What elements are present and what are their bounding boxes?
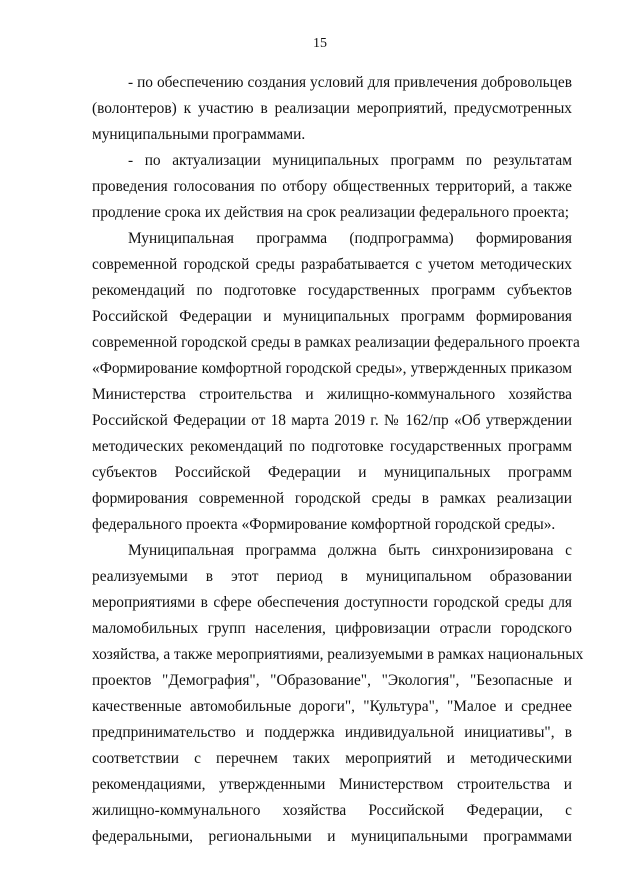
paragraph-line: соответствии с перечнем таких мероприятий и методическими	[92, 750, 572, 767]
paragraph-line: Российской Федерации и муниципальных программ формирования	[92, 308, 572, 325]
paragraph-line: - по актуализации муниципальных программ по результатам	[128, 152, 572, 169]
paragraph-line: жилищно-коммунального хозяйства Российской Федерации, с	[92, 802, 572, 819]
paragraph-line: проектов "Демография", "Образование", "Экология", "Безопасные и	[92, 672, 572, 689]
paragraph-line: федеральными, региональными и муниципальными программами	[92, 828, 572, 845]
paragraph-line: - по обеспечению создания условий для привлечения добровольцев	[128, 74, 572, 91]
paragraph-line: проведения голосования по отбору общественных территорий, а также	[92, 178, 572, 195]
paragraph-line: реализуемыми в этот период в муниципальном образовании	[92, 568, 572, 585]
paragraph-line: Российской Федерации от 18 марта 2019 г. № 162/пр «Об утверждении	[92, 412, 572, 429]
paragraph-line: Муниципальная программа (подпрограмма) формирования	[128, 230, 572, 247]
paragraph-line: рекомендаций по подготовке государственных программ субъектов	[92, 282, 572, 299]
paragraph-line: субъектов Российской Федерации и муниципальных программ	[92, 464, 572, 481]
paragraph-line: продление срока их действия на срок реализации федерального проекта;	[92, 204, 569, 221]
paragraph-line: маломобильных групп населения, цифровизации отрасли городского	[92, 620, 572, 637]
paragraph-line: (волонтеров) к участию в реализации мероприятий, предусмотренных	[92, 100, 572, 117]
paragraph-line: формирования современной городской среды в рамках реализации	[92, 490, 572, 507]
paragraph-line: мероприятиями в сфере обеспечения доступности городской среды для	[92, 594, 572, 611]
paragraph-line: рекомендациями, утвержденными Министерством строительства и	[92, 776, 572, 793]
paragraph-line: Муниципальная программа должна быть синхронизирована с	[128, 542, 572, 559]
paragraph-line: современной городской среды в рамках реализации федерального проекта	[92, 334, 580, 351]
paragraph-line: «Формирование комфортной городской среды», утвержденных приказом	[92, 360, 572, 377]
paragraph-line: федерального проекта «Формирование комфортной городской среды».	[92, 516, 556, 533]
paragraph-line: хозяйства, а также мероприятиями, реализуемыми в рамках национальных	[92, 646, 584, 663]
paragraph-line: предпринимательство и поддержка индивидуальной инициативы", в	[92, 724, 572, 741]
paragraph-line: качественные автомобильные дороги", "Культура", "Малое и среднее	[92, 698, 572, 715]
paragraph-line: современной городской среды разрабатывается с учетом методических	[92, 256, 572, 273]
paragraph-line: методических рекомендаций по подготовке государственных программ	[92, 438, 572, 455]
paragraph-line: муниципальными программами.	[92, 126, 306, 143]
page-number: 15	[313, 36, 327, 51]
paragraph-line: Министерства строительства и жилищно-коммунального хозяйства	[92, 386, 572, 403]
